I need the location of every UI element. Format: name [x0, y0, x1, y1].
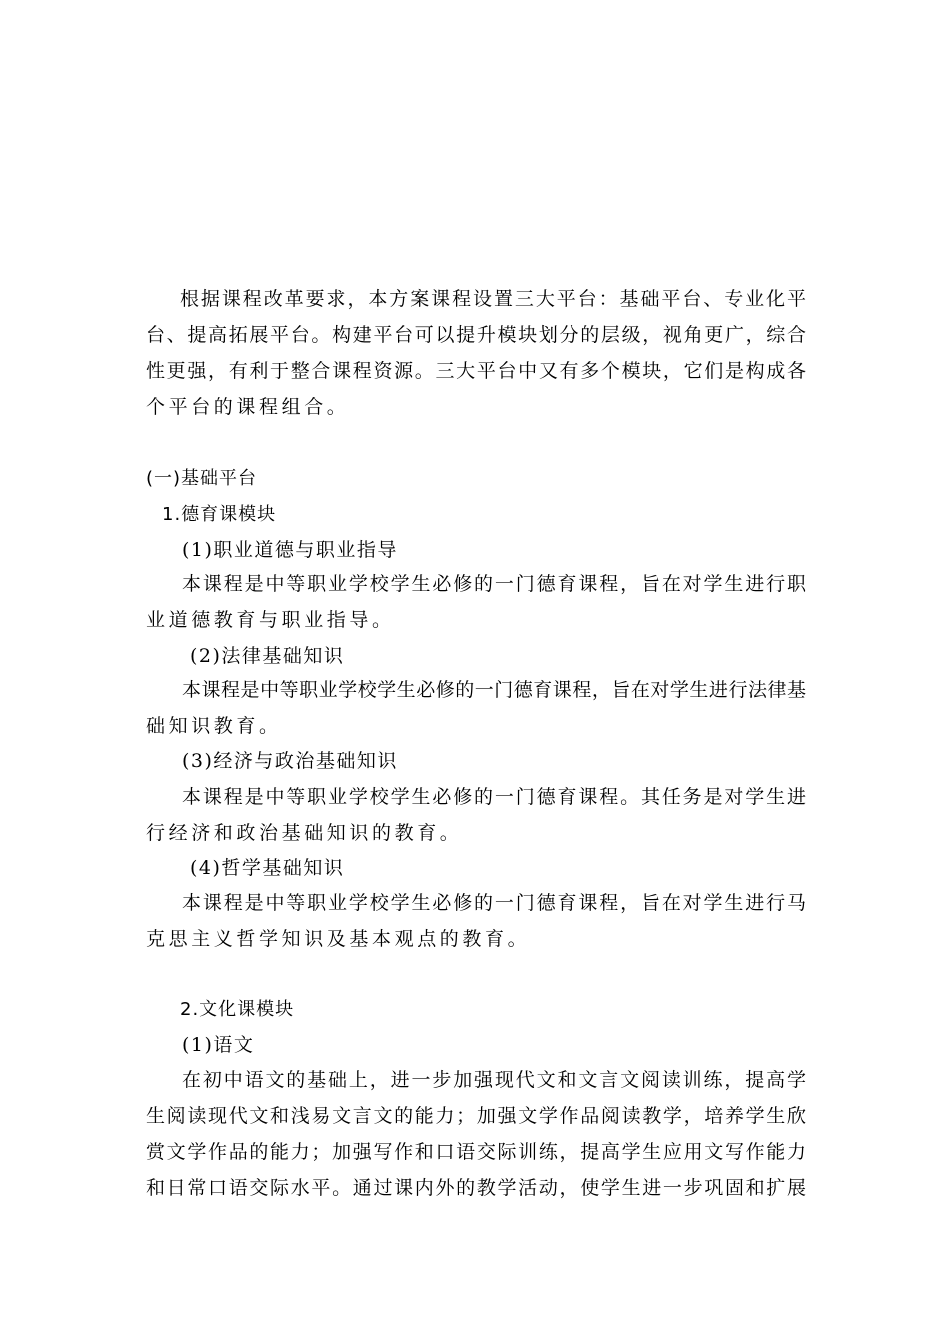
intro-line-3: 性更强，有利于整合课程资源。三大平台中又有多个模块，它们是构成各: [146, 360, 806, 382]
section-heading: (一)基础平台: [146, 468, 258, 489]
course-title: (1)语文: [182, 1034, 255, 1056]
course-desc-line: 本课程是中等职业学校学生必修的一门德育课程。其任务是对学生进: [182, 786, 806, 808]
intro-line-2: 台、提高拓展平台。构建平台可以提升模块划分的层级，视角更广，综合: [146, 324, 806, 346]
module-heading-moral: 1.德育课模块: [162, 504, 277, 525]
course-desc-line: 础知识教育。: [146, 715, 282, 737]
course-desc-line: 本课程是中等职业学校学生必修的一门德育课程，旨在对学生进行马: [182, 892, 806, 914]
course-desc-line: 本课程是中等职业学校学生必修的一门德育课程，旨在对学生进行职: [182, 573, 806, 595]
intro-line-1: 根据课程改革要求，本方案课程设置三大平台：基础平台、专业化平: [180, 288, 806, 310]
course-desc-line: 赏文学作品的能力；加强写作和口语交际训练，提高学生应用文写作能力: [146, 1141, 806, 1163]
course-desc-line: 克思主义哲学知识及基本观点的教育。: [146, 928, 531, 950]
course-desc-line: 和日常口语交际水平。通过课内外的教学活动，使学生进一步巩固和扩展: [146, 1177, 806, 1199]
course-desc-line: 在初中语文的基础上，进一步加强现代文和文言文阅读训练，提高学: [182, 1069, 806, 1091]
course-title: (4)哲学基础知识: [190, 857, 345, 879]
course-desc-line: 行经济和政治基础知识的教育。: [146, 822, 463, 844]
course-desc-line: 本课程是中等职业学校学生必修的一门德育课程，旨在对学生进行法律基: [182, 679, 806, 701]
course-desc-line: 业道德教育与职业指导。: [146, 609, 395, 631]
course-title: (1)职业道德与职业指导: [182, 539, 398, 561]
course-title: (2)法律基础知识: [190, 645, 345, 667]
intro-line-4: 个平台的课程组合。: [146, 396, 350, 418]
course-title: (3)经济与政治基础知识: [182, 750, 398, 772]
module-heading-culture: 2.文化课模块: [180, 999, 295, 1020]
course-desc-line: 生阅读现代文和浅易文言文的能力；加强文学作品阅读教学，培养学生欣: [146, 1105, 806, 1127]
